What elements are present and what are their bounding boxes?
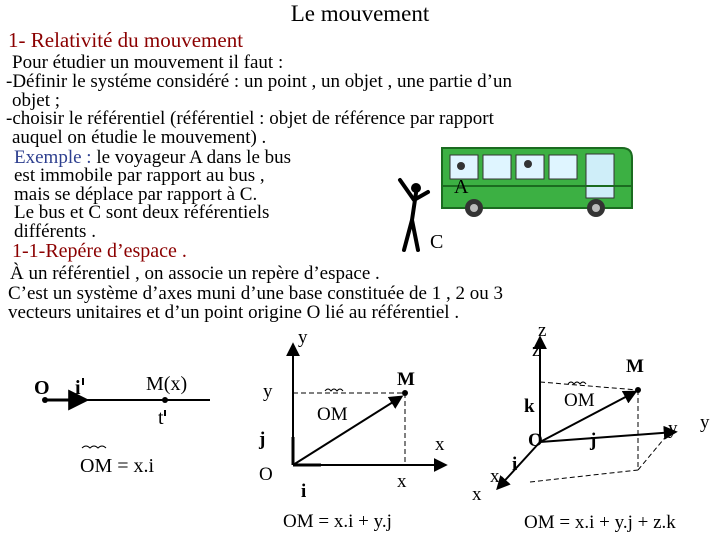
x-coord-label: x bbox=[490, 466, 500, 487]
y-axis-label: y bbox=[298, 327, 308, 348]
diagram-2d bbox=[245, 325, 470, 535]
unit-i-label: i bbox=[301, 481, 307, 502]
unit-k-label: k bbox=[524, 396, 535, 417]
origin-label: O bbox=[259, 464, 273, 485]
y-coord-label: y bbox=[263, 381, 273, 402]
text-line-5: auquel on étudie le mouvement) . bbox=[12, 127, 267, 148]
text-line-1: Pour étudier un mouvement il faut : bbox=[12, 52, 284, 73]
x-coord-label: x bbox=[397, 471, 407, 492]
example-line-5: différents . bbox=[14, 221, 96, 242]
origin-label: O bbox=[34, 377, 50, 399]
formula-3d: OM = x.i + y.j + z.k bbox=[524, 512, 676, 533]
label-c: C bbox=[430, 231, 444, 253]
example-line-4: Le bus et C sont deux référentiels bbox=[14, 202, 270, 223]
example-text: le voyageur A dans le bus bbox=[91, 147, 292, 168]
section-heading-relativite: 1- Relativité du mouvement bbox=[8, 28, 244, 52]
example-label: Exemple : bbox=[14, 147, 92, 168]
unit-j-label: j bbox=[259, 429, 266, 450]
text-line-4: -choisir le référentiel (référentiel : objet de référence par rapport bbox=[6, 108, 494, 129]
z-axis-label: z bbox=[538, 320, 547, 341]
unit-j-label: j bbox=[590, 430, 597, 451]
example-line-2: est immobile par rapport au bus , bbox=[14, 165, 265, 186]
x-axis-label: x bbox=[472, 484, 482, 505]
formula-2d: OM = x.i + y.j bbox=[283, 511, 392, 532]
om-label: OM bbox=[317, 404, 348, 425]
text2-line-3: vecteurs unitaires et d’un point origine O lié au référentiel . bbox=[8, 302, 460, 323]
bus-icon bbox=[442, 148, 632, 217]
om-label: OM bbox=[564, 390, 595, 411]
z-coord-label: z bbox=[532, 340, 541, 361]
section-heading-repere: 1-1-Repére d’espace . bbox=[12, 240, 187, 262]
page-title: Le mouvement bbox=[290, 1, 430, 26]
unit-i-label: i bbox=[512, 454, 518, 475]
y-coord-label: y bbox=[668, 418, 678, 439]
text-line-3: objet ; bbox=[12, 90, 61, 111]
label-a: A bbox=[454, 176, 469, 198]
diagram-1d bbox=[20, 360, 220, 485]
diagram-3d bbox=[470, 320, 720, 538]
text2-line-2: C’est un système d’axes muni d’une base constituée de 1 , 2 ou 3 bbox=[8, 283, 503, 304]
point-m-label: M(x) bbox=[146, 373, 188, 395]
formula-1d: OM = x.i bbox=[80, 455, 155, 477]
t-label: t bbox=[158, 407, 164, 429]
bus-illustration bbox=[390, 140, 640, 262]
unit-i-label: i bbox=[75, 377, 81, 399]
y-axis-label: y bbox=[700, 412, 710, 433]
point-m-label: M bbox=[626, 356, 644, 377]
point-m-label: M bbox=[397, 369, 415, 390]
text2-line-1: À un référentiel , on associe un repère d’espace . bbox=[10, 263, 380, 284]
origin-label: O bbox=[528, 430, 543, 451]
example-line-3: mais se déplace par rapport à C. bbox=[14, 184, 258, 205]
text-line-2: -Définir le systéme considéré : un point , un objet , une partie d’un bbox=[6, 71, 513, 92]
person-icon bbox=[400, 180, 428, 250]
x-axis-label: x bbox=[435, 434, 445, 455]
